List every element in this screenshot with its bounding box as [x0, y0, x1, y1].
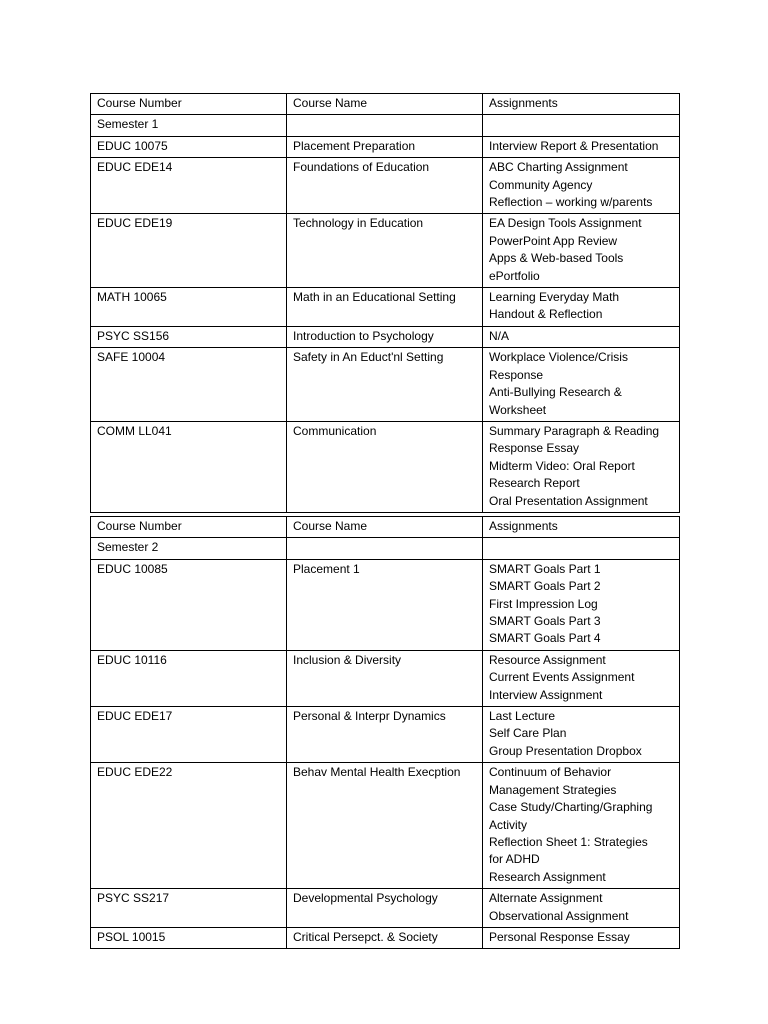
assignment-item: Community Agency: [489, 177, 593, 192]
table-row: [91, 158, 680, 214]
course-number-cell: EDUC 10116: [91, 650, 287, 706]
assignment-item: PowerPoint App Review: [489, 233, 618, 248]
assignment-item: Reflection Sheet 1: Strategies: [489, 834, 648, 849]
table-row: [91, 288, 680, 327]
assignment-item: SMART Goals Part 4: [489, 631, 601, 646]
course-number-cell: EDUC EDE17: [91, 707, 287, 763]
course-name-cell: Technology in Education: [287, 214, 483, 288]
assignment-item: Management Strategies: [489, 782, 617, 797]
assignments-cell: [483, 136, 680, 157]
semester-2-table-body: [91, 517, 680, 949]
assignment-item: Reflection – working w/parents: [489, 195, 653, 210]
assignment-item: Workplace Violence/Crisis: [489, 350, 628, 365]
table-row: [91, 763, 680, 889]
table-row: [91, 650, 680, 706]
course-name-cell: Safety in An Educt'nl Setting: [287, 348, 483, 422]
assignment-item: Activity: [489, 817, 528, 832]
assignment-item: Current Events Assignment: [489, 670, 635, 685]
course-name-cell: Math in an Educational Setting: [287, 288, 483, 327]
assignment-item: N/A: [489, 328, 510, 343]
course-name-cell: Developmental Psychology: [287, 889, 483, 928]
course-number-cell: SAFE 10004: [91, 348, 287, 422]
assignment-item: Last Lecture: [489, 709, 556, 724]
assignment-item: Oral Presentation Assignment: [489, 493, 648, 508]
course-name-cell: Critical Persepct. & Society: [287, 927, 483, 948]
course-name-cell: Introduction to Psychology: [287, 326, 483, 347]
course-number-cell: MATH 10065: [91, 288, 287, 327]
empty-cell: [287, 115, 483, 136]
table-row: [91, 326, 680, 347]
assignment-item: Resource Assignment: [489, 652, 606, 667]
semester-1-table-body: [91, 94, 680, 513]
table-row: [91, 214, 680, 288]
empty-cell: [287, 538, 483, 559]
assignment-item: Continuum of Behavior: [489, 765, 612, 780]
course-number-cell: PSYC SS156: [91, 326, 287, 347]
course-name-cell: Inclusion & Diversity: [287, 650, 483, 706]
assignments-cell: [483, 559, 680, 650]
assignment-item: Anti-Bullying Research &: [489, 385, 622, 400]
course-number-cell: COMM LL041: [91, 421, 287, 512]
table-header-row: [91, 517, 680, 538]
table-row: [91, 559, 680, 650]
assignment-item: Alternate Assignment: [489, 891, 603, 906]
semester-2-table: [90, 516, 680, 949]
table-row: [91, 889, 680, 928]
assignments-cell: [483, 214, 680, 288]
table-header-row: [91, 94, 680, 115]
course-name-cell: Personal & Interpr Dynamics: [287, 707, 483, 763]
assignments-cell: [483, 650, 680, 706]
assignment-item: First Impression Log: [489, 596, 598, 611]
assignments-cell: [483, 288, 680, 327]
header-assignments: Assignments: [483, 517, 680, 538]
semester-1-table: [90, 93, 680, 513]
semester-label: Semester 1: [91, 115, 287, 136]
assignment-item: Self Care Plan: [489, 726, 567, 741]
semester-row: [91, 115, 680, 136]
assignment-item: Summary Paragraph & Reading: [489, 423, 660, 438]
assignment-item: Learning Everyday Math: [489, 290, 620, 305]
assignments-cell: [483, 889, 680, 928]
course-name-cell: Placement Preparation: [287, 136, 483, 157]
course-number-cell: PSOL 10015: [91, 927, 287, 948]
course-name-cell: Communication: [287, 421, 483, 512]
course-name-cell: Placement 1: [287, 559, 483, 650]
assignment-item: Observational Assignment: [489, 908, 629, 923]
course-number-cell: EDUC 10075: [91, 136, 287, 157]
assignment-item: for ADHD: [489, 852, 540, 867]
assignment-item: Interview Report & Presentation: [489, 138, 659, 153]
assignment-item: Group Presentation Dropbox: [489, 743, 642, 758]
assignment-item: SMART Goals Part 2: [489, 579, 601, 594]
course-name-cell: Behav Mental Health Execption: [287, 763, 483, 889]
table-row: [91, 707, 680, 763]
course-number-cell: EDUC EDE22: [91, 763, 287, 889]
assignment-item: Research Report: [489, 476, 580, 491]
course-number-cell: EDUC EDE19: [91, 214, 287, 288]
table-row: [91, 927, 680, 948]
empty-cell: [483, 538, 680, 559]
assignment-item: ABC Charting Assignment: [489, 160, 628, 175]
header-course-number: Course Number: [91, 94, 287, 115]
assignment-item: SMART Goals Part 3: [489, 614, 601, 629]
assignment-item: Research Assignment: [489, 869, 606, 884]
assignment-item: Response Essay: [489, 441, 580, 456]
assignments-cell: [483, 707, 680, 763]
assignment-item: EA Design Tools Assignment: [489, 216, 642, 231]
assignments-cell: [483, 421, 680, 512]
assignment-item: Apps & Web-based Tools: [489, 251, 624, 266]
assignment-item: Interview Assignment: [489, 687, 603, 702]
assignments-cell: [483, 158, 680, 214]
semester-row: [91, 538, 680, 559]
course-number-cell: PSYC SS217: [91, 889, 287, 928]
assignments-cell: [483, 927, 680, 948]
assignment-item: Worksheet: [489, 402, 547, 417]
header-course-name: Course Name: [287, 517, 483, 538]
assignment-item: Case Study/Charting/Graphing: [489, 800, 653, 815]
semester-label: Semester 2: [91, 538, 287, 559]
table-row: [91, 348, 680, 422]
header-assignments: Assignments: [483, 94, 680, 115]
table-row: [91, 421, 680, 512]
assignment-item: Handout & Reflection: [489, 307, 603, 322]
assignment-item: Midterm Video: Oral Report: [489, 458, 635, 473]
assignment-item: Personal Response Essay: [489, 929, 630, 944]
assignments-cell: [483, 348, 680, 422]
course-number-cell: EDUC 10085: [91, 559, 287, 650]
assignment-item: ePortfolio: [489, 268, 540, 283]
course-name-cell: Foundations of Education: [287, 158, 483, 214]
assignments-cell: [483, 763, 680, 889]
assignments-cell: [483, 326, 680, 347]
header-course-number: Course Number: [91, 517, 287, 538]
table-row: [91, 136, 680, 157]
assignment-item: SMART Goals Part 1: [489, 561, 601, 576]
course-number-cell: EDUC EDE14: [91, 158, 287, 214]
header-course-name: Course Name: [287, 94, 483, 115]
empty-cell: [483, 115, 680, 136]
assignment-item: Response: [489, 367, 544, 382]
